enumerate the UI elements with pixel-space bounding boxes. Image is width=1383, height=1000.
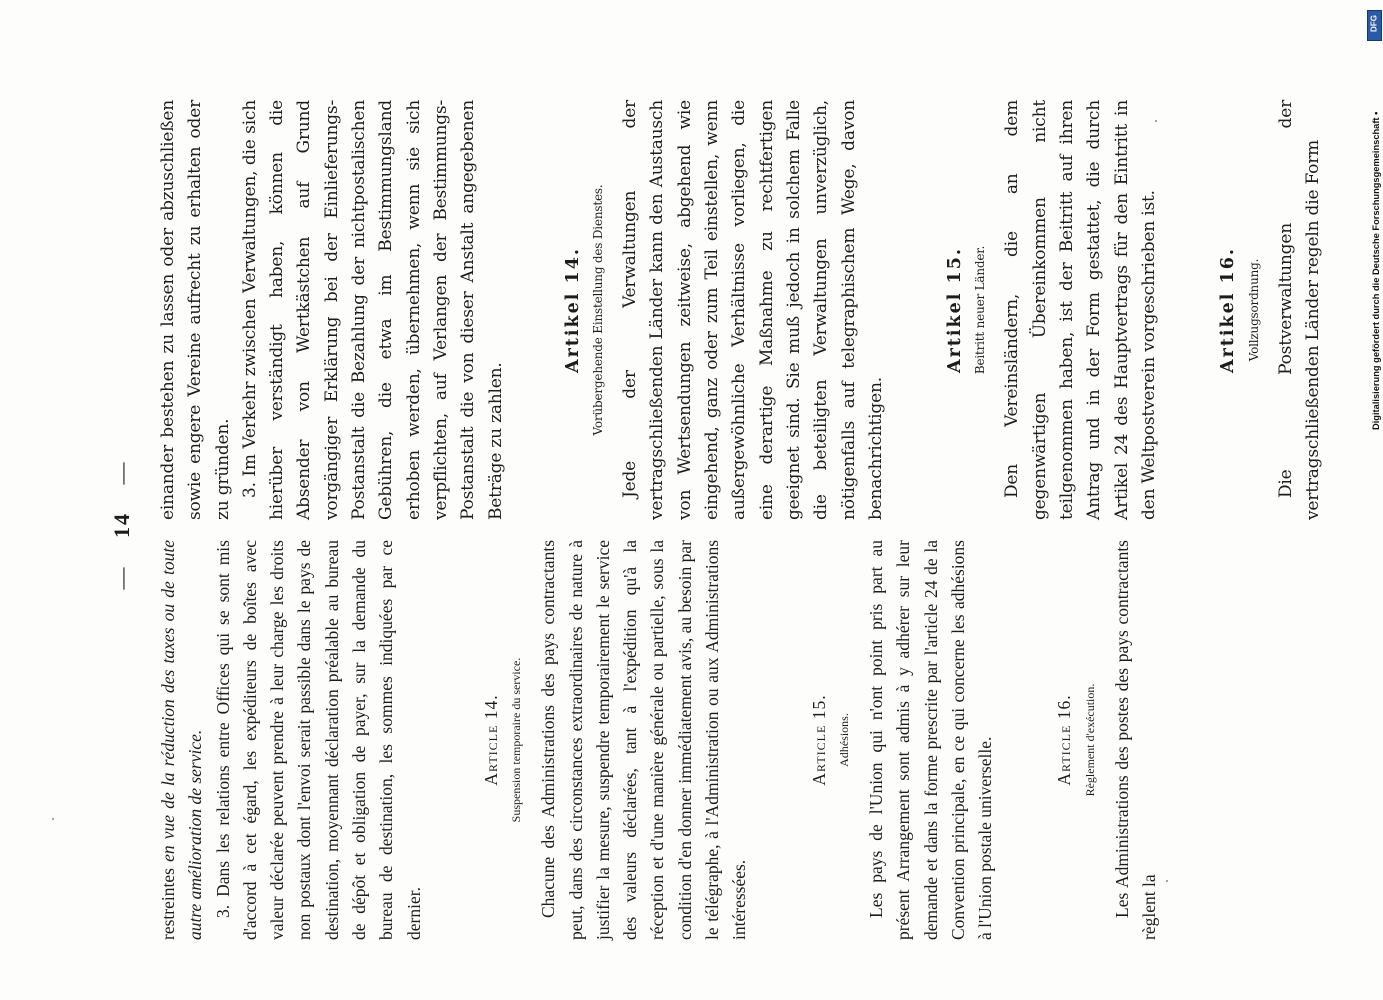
german-paragraph-3: 3. Im Verkehr zwischen Verwaltungen, die sich hierüber verständigt haben, können die Absender von Wertkästchen auf Grund vorgängiger Erklärung bei der Einlieferungs-Postanstalt die Bezahlung der nichtpostalischen Gebühren, die etwa im Bestimmungsland erhoben werden, übernehmen, wenn sie sich verpflichten, auf Verlangen der Bestimmungs-Postanstalt die von dieser Anstalt angegebenen Beträge zu zahlen. [239,100,506,520]
german-article-15-heading: Artikel 15. [945,247,966,373]
scan-speck [1155,120,1157,122]
german-article-14-subtitle: Vorübergehende Einstellung des Dienstes. [591,184,606,436]
french-article-14-subtitle: Suspension temporaire du service. [509,657,524,823]
french-article-14-heading: Article 14. [480,694,501,786]
french-article-16-text: Les Administrations des postes des pays contractants règlent la [1111,540,1160,940]
german-article-15-text: Den Vereinsländern, die an dem gegenwärtigen Übereinkommen nicht teilgenommen haben, ist der Beitritt auf ihren Antrag und in der Form gestattet, die durch Artikel 24 des Hauptvertrags für den Eintritt in den Weltpostverein vorgeschrieben ist. [1002,100,1159,520]
french-article-15-heading: Article 15. [808,694,829,786]
dfg-watermark-text: Digitalisierung gefördert durch die Deutsche Forschungsgemeinschaft • [1371,111,1381,430]
german-column [155,100,1327,520]
page-header [109,80,149,970]
french-article-15-subtitle: Adhésions. [836,713,851,767]
dfg-watermark [1336,5,1383,995]
german-article-16-subtitle: Vollzugsordnung. [1246,258,1261,362]
french-column [155,540,1163,940]
german-article-16-heading: Artikel 16. [1218,247,1239,373]
german-article-15-subtitle: Beitritt neuer Länder. [973,245,988,375]
french-article-16-heading: Article 16. [1054,694,1075,786]
scan-speck [52,818,54,820]
french-article-16-subtitle: Règlement d'exécution. [1082,683,1097,797]
german-article-14-heading: Artikel 14. [562,247,583,373]
scan-speck [1166,880,1168,882]
french-intro [155,540,210,940]
french-paragraph-3: 3. Dans les relations entre Offices qui se sont mis d'accord à cet égard, les expéditeurs de boîtes avec valeur déclarée peuvent prendre à leur charge les droits non postaux dont l'envoi serait passible dans le pays de destination, moyennant déclaration préalable au bureau de dépôt et obligation de payer, sur la demande du bureau de destination, les sommes indiquées par ce dernier. [212,540,424,940]
dfg-logo-badge [1367,10,1382,41]
header-dash-left: — [109,565,134,590]
german-article-14-text: Jede der Verwaltungen der vertragschließenden Länder kann den Austausch von Wertsendungen zeitweise, abgehend wie eingehend, ganz oder zum Teil einstellen, wenn außergewöhnliche Verhältnisse vorliegen, die eine derartige Maßnahme zu rechtfertigen geeignet sind. Sie muß jedoch in solchem Falle die beteiligten Verwaltungen unverzüglich, nötigenfalls auf telegraphischem Wege, davon benachrichtigen. [620,100,886,520]
page-number: 14 [109,512,134,538]
header-dash-right: — [109,460,134,485]
french-article-14-text: Chacune des Administrations des pays contractants peut, dans des circonstances extraordinaires de nature à justifier la mesure, suspendre temporairement le service des valeurs déclarées, tant à l'expédition qu'à la réception et d'une manière générale ou partielle, sous la condition d'en donner immédiatement avis, au besoin par le télégraphe, à l'Administration ou aux Administrations intéressées. [538,540,750,940]
german-article-16-text: Die Postverwaltungen der vertragschließenden Länder regeln die Form [1275,100,1323,520]
rotated-document-page [15,80,1355,970]
french-article-15-text: Les pays de l'Union qui n'ont point pris part au présent Arrangement sont admis à y adhérer sur leur demande et dans la forme prescrite par l'article 24 de la Convention principale, en ce qui concerne les adhésions à l'Union postale universelle. [865,540,996,940]
german-intro: einander bestehen zu lassen oder abzuschließen sowie engere Vereine aufrecht zu erhalten oder zu gründen. [158,100,233,520]
french-intro-normal: restreintes [158,861,178,940]
dfg-logo-text: DFG [1369,15,1379,32]
french-intro-italic: en vue de la réduction des taxes ou de toute autre amélioration de service. [158,540,206,940]
